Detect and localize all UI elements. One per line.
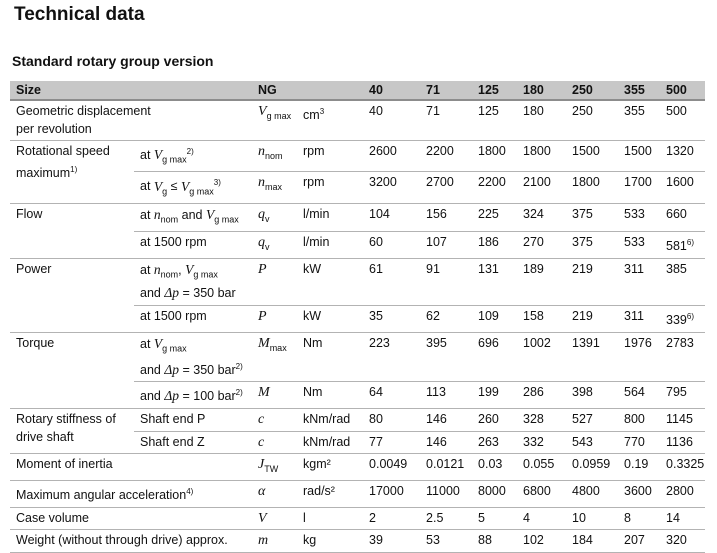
value-cell: 2.5 <box>420 507 472 530</box>
value-cell: 339$^{6)}$ <box>660 305 705 332</box>
symbol-inertia: $J_{TW}$ <box>252 454 297 481</box>
row-torque-max <box>10 332 705 382</box>
value-cell: 1500 <box>618 141 660 172</box>
unit-stiffness-z: kNm/rad <box>297 431 363 454</box>
label-flow: Flow <box>10 203 134 258</box>
condition-flow-nom: at $n_{nom}$ and $V_{g max}$ <box>134 203 252 231</box>
value-cell: 250 <box>566 100 618 141</box>
value-cell: 8000 <box>472 481 517 508</box>
value-cell: 180 <box>517 100 566 141</box>
header-size-180: 180 <box>517 81 566 100</box>
value-cell: 80 <box>363 409 420 432</box>
value-cell: 1700 <box>618 172 660 203</box>
value-cell: 0.3325 <box>660 454 705 481</box>
row-weight <box>10 530 705 553</box>
header-size: Size <box>10 81 252 100</box>
value-cell: 2100 <box>517 172 566 203</box>
value-cell: 533 <box>618 231 660 258</box>
unit-case-volume: l <box>297 507 363 530</box>
value-cell: 395 <box>420 332 472 382</box>
value-cell: 1976 <box>618 332 660 382</box>
unit-torque-max: Nm <box>297 332 363 382</box>
row-power-nom <box>10 259 705 306</box>
unit-speed-max: rpm <box>297 172 363 203</box>
unit-acceleration: rad/s² <box>297 481 363 508</box>
value-cell: 184 <box>566 530 618 553</box>
condition-flow-1500: at 1500 rpm <box>134 231 252 258</box>
value-cell: 2800 <box>660 481 705 508</box>
value-cell: 102 <box>517 530 566 553</box>
header-size-500: 500 <box>660 81 705 100</box>
value-cell: 39 <box>363 530 420 553</box>
value-cell: 146 <box>420 431 472 454</box>
symbol-displacement: $V_{g max}$ <box>252 100 297 141</box>
value-cell: 2783 <box>660 332 705 382</box>
row-speed-nom <box>10 141 705 172</box>
value-cell: 527 <box>566 409 618 432</box>
value-cell: 113 <box>420 382 472 409</box>
value-cell: 328 <box>517 409 566 432</box>
value-cell: 2700 <box>420 172 472 203</box>
row-stiffness-p <box>10 409 705 432</box>
header-row <box>10 81 705 100</box>
value-cell: 1136 <box>660 431 705 454</box>
symbol-flow-1500: $q_v$ <box>252 231 297 258</box>
value-cell: 0.03 <box>472 454 517 481</box>
value-cell: 2200 <box>472 172 517 203</box>
value-cell: 219 <box>566 305 618 332</box>
symbol-torque-max: $M_{max}$ <box>252 332 297 382</box>
unit-flow-nom: l/min <box>297 203 363 231</box>
symbol-stiffness-p: c <box>252 409 297 432</box>
header-size-355: 355 <box>618 81 660 100</box>
value-cell: 385 <box>660 259 705 306</box>
value-cell: 375 <box>566 231 618 258</box>
label-speed: Rotational speed maximum$^{1)}$ <box>10 141 134 204</box>
value-cell: 146 <box>420 409 472 432</box>
value-cell: 64 <box>363 382 420 409</box>
value-cell: 1800 <box>517 141 566 172</box>
symbol-speed-max: $n_{max}$ <box>252 172 297 203</box>
unit-displacement: $cm^3$ <box>297 100 363 141</box>
page-title: Technical data <box>14 4 145 25</box>
value-cell: 0.19 <box>618 454 660 481</box>
value-cell: 10 <box>566 507 618 530</box>
value-cell: 158 <box>517 305 566 332</box>
condition-torque-max: at $V_{g max}$ and Δp = 350 bar$^{2)}$ <box>134 332 252 382</box>
value-cell: 1800 <box>472 141 517 172</box>
value-cell: 225 <box>472 203 517 231</box>
value-cell: 3200 <box>363 172 420 203</box>
value-cell: 62 <box>420 305 472 332</box>
unit-weight: kg <box>297 530 363 553</box>
unit-speed-nom: rpm <box>297 141 363 172</box>
row-case-volume <box>10 507 705 530</box>
value-cell: 533 <box>618 203 660 231</box>
header-ng: NG <box>252 81 363 100</box>
header-size-71: 71 <box>420 81 472 100</box>
value-cell: 1002 <box>517 332 566 382</box>
value-cell: 324 <box>517 203 566 231</box>
value-cell: 355 <box>618 100 660 141</box>
value-cell: 1500 <box>566 141 618 172</box>
value-cell: 125 <box>472 100 517 141</box>
symbol-torque-100: M <box>252 382 297 409</box>
value-cell: 320 <box>660 530 705 553</box>
value-cell: 5 <box>472 507 517 530</box>
value-cell: 61 <box>363 259 420 306</box>
value-cell: 260 <box>472 409 517 432</box>
value-cell: 800 <box>618 409 660 432</box>
unit-power-1500: kW <box>297 305 363 332</box>
header-size-250: 250 <box>566 81 618 100</box>
value-cell: 109 <box>472 305 517 332</box>
value-cell: 156 <box>420 203 472 231</box>
value-cell: 71 <box>420 100 472 141</box>
value-cell: 0.0121 <box>420 454 472 481</box>
value-cell: 564 <box>618 382 660 409</box>
value-cell: 2200 <box>420 141 472 172</box>
symbol-case-volume: V <box>252 507 297 530</box>
label-power: Power <box>10 259 134 332</box>
value-cell: 35 <box>363 305 420 332</box>
value-cell: 660 <box>660 203 705 231</box>
value-cell: 1391 <box>566 332 618 382</box>
value-cell: 0.0049 <box>363 454 420 481</box>
value-cell: 0.0959 <box>566 454 618 481</box>
row-displacement <box>10 100 705 141</box>
value-cell: 286 <box>517 382 566 409</box>
value-cell: 14 <box>660 507 705 530</box>
label-inertia: Moment of inertia <box>10 454 252 481</box>
unit-power-nom: kW <box>297 259 363 306</box>
condition-power-1500: at 1500 rpm <box>134 305 252 332</box>
value-cell: 17000 <box>363 481 420 508</box>
value-cell: 581$^{6)}$ <box>660 231 705 258</box>
value-cell: 2 <box>363 507 420 530</box>
value-cell: 53 <box>420 530 472 553</box>
value-cell: 207 <box>618 530 660 553</box>
value-cell: 311 <box>618 259 660 306</box>
symbol-stiffness-z: c <box>252 431 297 454</box>
value-cell: 186 <box>472 231 517 258</box>
value-cell: 40 <box>363 100 420 141</box>
value-cell: 1145 <box>660 409 705 432</box>
section-title: Standard rotary group version <box>12 53 214 69</box>
value-cell: 4800 <box>566 481 618 508</box>
value-cell: 189 <box>517 259 566 306</box>
value-cell: 311 <box>618 305 660 332</box>
technical-data-table <box>10 81 705 553</box>
value-cell: 770 <box>618 431 660 454</box>
value-cell: 1320 <box>660 141 705 172</box>
value-cell: 60 <box>363 231 420 258</box>
value-cell: 543 <box>566 431 618 454</box>
symbol-weight: m <box>252 530 297 553</box>
value-cell: 375 <box>566 203 618 231</box>
row-inertia <box>10 454 705 481</box>
value-cell: 199 <box>472 382 517 409</box>
header-size-125: 125 <box>472 81 517 100</box>
value-cell: 398 <box>566 382 618 409</box>
value-cell: 1600 <box>660 172 705 203</box>
symbol-acceleration: α <box>252 481 297 508</box>
unit-inertia: kgm² <box>297 454 363 481</box>
value-cell: 696 <box>472 332 517 382</box>
row-flow-nom <box>10 203 705 231</box>
condition-torque-100: and Δp = 100 bar$^{2)}$ <box>134 382 252 409</box>
value-cell: 500 <box>660 100 705 141</box>
value-cell: 219 <box>566 259 618 306</box>
value-cell: 2600 <box>363 141 420 172</box>
value-cell: 8 <box>618 507 660 530</box>
symbol-power-1500: P <box>252 305 297 332</box>
value-cell: 104 <box>363 203 420 231</box>
unit-stiffness-p: kNm/rad <box>297 409 363 432</box>
value-cell: 11000 <box>420 481 472 508</box>
condition-shaft-z: Shaft end Z <box>134 431 252 454</box>
symbol-power-nom: P <box>252 259 297 306</box>
symbol-flow-nom: $q_v$ <box>252 203 297 231</box>
value-cell: 270 <box>517 231 566 258</box>
unit-torque-100: Nm <box>297 382 363 409</box>
label-weight: Weight (without through drive) approx. <box>10 530 252 553</box>
value-cell: 107 <box>420 231 472 258</box>
value-cell: 131 <box>472 259 517 306</box>
value-cell: 91 <box>420 259 472 306</box>
value-cell: 3600 <box>618 481 660 508</box>
value-cell: 6800 <box>517 481 566 508</box>
condition-speed-nom: at $V_{g max}^{2)}$ <box>134 141 252 172</box>
value-cell: 223 <box>363 332 420 382</box>
symbol-speed-nom: $n_{nom}$ <box>252 141 297 172</box>
unit-flow-1500: l/min <box>297 231 363 258</box>
label-stiffness: Rotary stiffness of drive shaft <box>10 409 134 454</box>
row-acceleration <box>10 481 705 508</box>
value-cell: 795 <box>660 382 705 409</box>
value-cell: 1800 <box>566 172 618 203</box>
condition-power-nom: at $n_{nom}$, $V_{g max}$ and Δp = 350 bar <box>134 259 252 306</box>
value-cell: 88 <box>472 530 517 553</box>
label-torque: Torque <box>10 332 134 409</box>
value-cell: 4 <box>517 507 566 530</box>
value-cell: 263 <box>472 431 517 454</box>
value-cell: 77 <box>363 431 420 454</box>
header-size-40: 40 <box>363 81 420 100</box>
value-cell: 332 <box>517 431 566 454</box>
value-cell: 0.055 <box>517 454 566 481</box>
label-acceleration: Maximum angular acceleration$^{4)}$ <box>10 481 252 508</box>
label-case-volume: Case volume <box>10 507 252 530</box>
condition-speed-max: at $V_g \le V_{g max}^{3)}$ <box>134 172 252 203</box>
condition-shaft-p: Shaft end P <box>134 409 252 432</box>
label-displacement: Geometric displacement per revolution <box>10 100 252 141</box>
